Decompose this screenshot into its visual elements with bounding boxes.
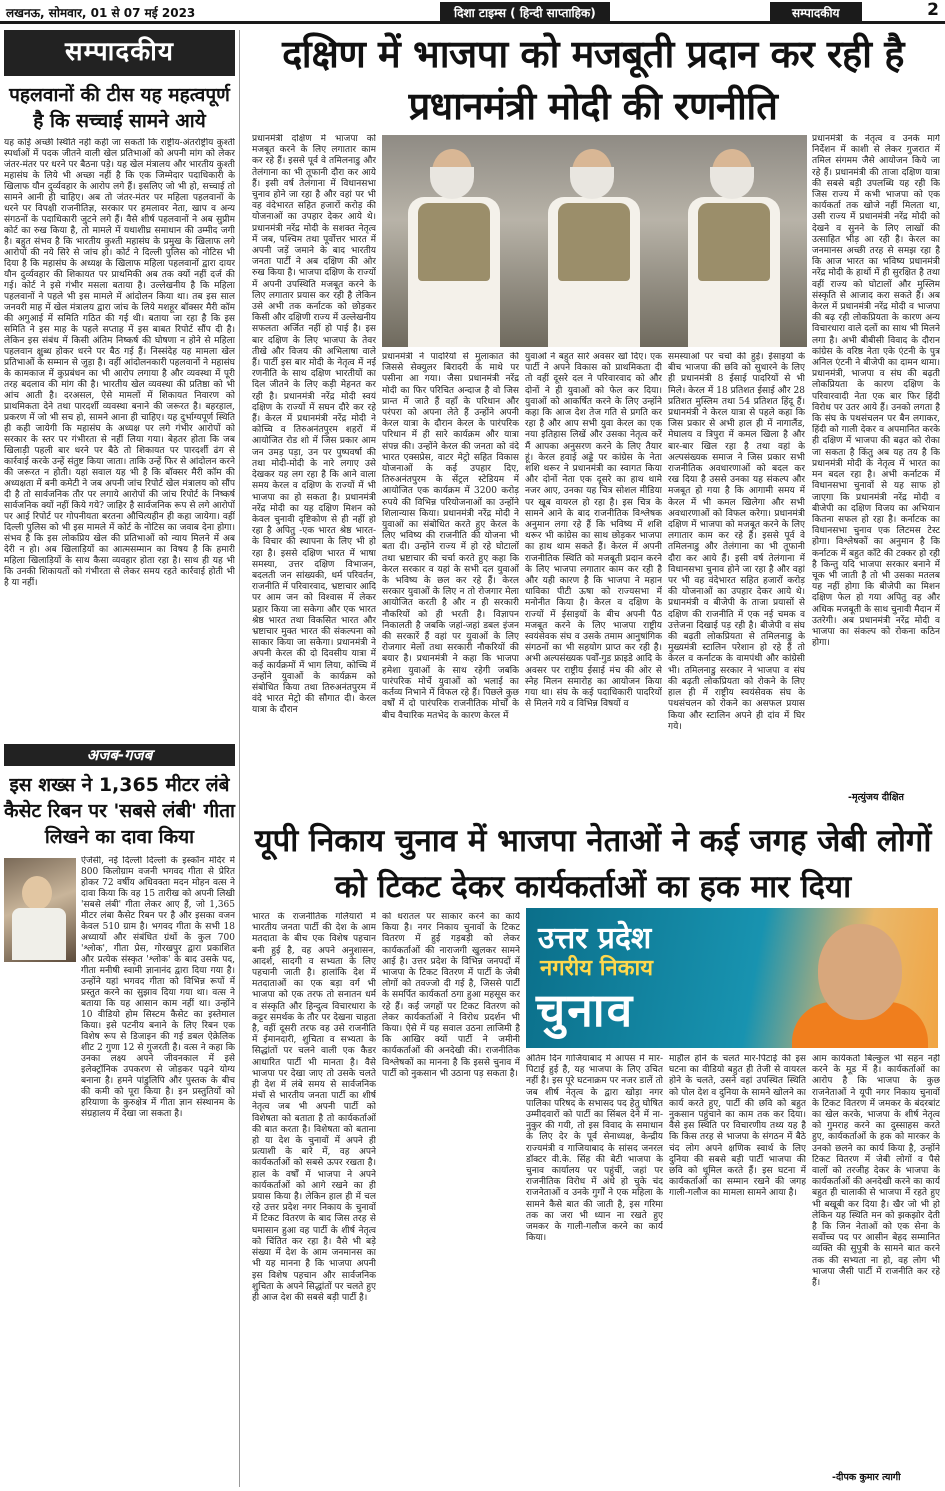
article2-col5: आम कार्यकर्ता बिल्कुल भी सहन नहीं करने के मूड में है। कार्यकर्ताओं का आरोप है कि भाजपा के कुछ राजनेताओं ने यूपी नगर निकाय चुनावों के टिकट वितरण में जमकर के बंदरबांट का खेल करके, भाजपा के शीर्ष नेतृत्व को गुमराह करने का दुस्साहस करते हुए, कार्यकर्ताओं के हक को मारकर के उनको छलने का कार्य किया है, उन्होंने टिकट वितरण में जेबी लोगों व पैसे वालों को तरजीह देकर के भाजपा के कार्यकर्ताओं की अनदेखी करने का कार्य बहुत ही चालाकी से भाजपा में रहते हुए भी बखूबी कर दिया है। खैर जो भी हो लेकिन यह स्थिति मन को झकझोर देती है कि जिन नेताओं को एक सेना के सर्वोच्च पद पर आसीन बेहद सम्मानित व्यक्ति की सुपुत्री के सामने बात करने तक की सभ्यता ना हो, वह लोग भी भाजपा जैसी पार्टी में राजनीति कर रहे हैं। [812, 1054, 940, 1289]
article1-col6: प्रधानमंत्री के नेतृत्व व उनके मार्ग निर्देशन में काशी से लेकर गुजरात में तमिल संगमम जैसे आयोजन किये जा रहे हैं। प्रधानमंत्री की ताजा दक्षिण यात्रा की सबसे बड़ी उपलब्धि यह रही कि जिस राज्य में कभी भाजपा को एक कार्यकर्ता तक खोजे नहीं मिलता था, उसी राज्य में प्रधानमंत्री नरेंद्र मोदी को देखने व सुनने के लिए लाखों की उत्साहित भीड़ आ रही है। केरल का जनमानस अच्छी तरह से समझ रहा है कि आज भारत का भविष्य प्रधानमंत्री नरेंद्र मोदी के हाथों में ही सुरक्षित है तथा वहीं राज्य को घोटालों और मुस्लिम संस्कृति से आजाद करा सकते हैं। अब केरल में प्रधानमंत्री नरेंद्र मोदी व भाजपा की बढ़ रही लोकप्रियता के कारण अन्य विचारधारा वाले दलों का साथ भी मिलने लगा है। अभी बीबीसी विवाद के दौरान कांग्रेस के वरिष्ठ नेता एके एंटनी के पुत्र अनिल एंटनी ने बीजेपी का दामन थामा। प्रधानमंत्री, भाजपा व संघ की बढ़ती लोकप्रियता के कारण दक्षिण के परिवारवादी नेता एक बार फिर हिंदी विरोध पर उतर आये हैं। उनको लगता है कि संघ के पथसंचलन पर बैन लगाकर, हिंदी को गाली देकर व अपमानित करके ही दक्षिण में भाजपा की बढ़त को रोका जा सकता है किंतु अब यह तय है कि प्रधानमंत्री मोदी के नेतृत्व में भारत का मन बदल रहा है। अभी कर्नाटक में विधानसभा चुनावों से यह साफ हो जाएगा कि प्रधानमंत्री नरेंद्र मोदी व बीजेपी का दक्षिण विजय का अभियान कितना सफल हो रहा है। कर्नाटक का विधानसभा चुनाव एक लिटमस टेस्ट होगा। विश्लेषकों का अनुमान है कि कर्नाटक में बहुत काँटे की टक्कर हो रही है किन्तु यदि भाजपा सरकार बनाने में चूक भी जाती है तो भी उसका मतलब यह नहीं होगा कि बीजेपी का मिशन दक्षिण फेल हो गया अपितु वह और अधिक मजबूती के साथ चुनावी मैदान में उतरेगी। अब प्रधानमंत्री नरेंद्र मोदी व भाजपा का संकल्प को रोकना कठिन होगा। [812, 134, 940, 649]
up-election-banner [526, 908, 938, 1048]
modi-photo [382, 135, 807, 347]
article1-headline: दक्षिण में भाजपा को मजबूती प्रदान कर रही है प्रधानमंत्री मोदी की रणनीति [282, 32, 904, 128]
ajab-gajab-title: अजब-गजब [4, 744, 235, 766]
issue-date: लखनऊ, सोमवार, 01 से 07 मई 2023 [6, 6, 196, 20]
article1-col4: युवाओं ने बहुत सारे अवसर खो दिए। एक पार्टी ने अपने विकास को प्राथमिकता दी तो वहीं दूसरे दल ने परिवारवाद को और दोनों ने ही युवाओं को फेल कर दिया। युवाओं को आकर्षित करने के लिए उन्होंने कहा कि आज देश तेज गति से प्रगति कर रहा है और आप सभी युवा केरल का एक नया इतिहास लिखें और उसका नेतृत्व करें मैं आपका अनुसरण करने के लिए तैयार हूं। केरल हवाई अड्डे पर कांग्रेस के नेता शशि थरूर ने प्रधानमंत्री का स्वागत किया और दोनों नेता एक दूसरे का हाथ थामे नजर आए, उनका यह चित्र सोशल मीडिया पर खूब वायरल हो रहा है। इस चित्र के सामने आने के बाद राजनीतिक विश्लेषक अनुमान लगा रहे हैं कि भविष्य में शशि थरूर भी कांग्रेस का साथ छोड़कर भाजपा का हाथ थाम सकते हैं। केरल में अपनी राजनीतिक स्थिति को मजबूती प्रदान करने के लिए भाजपा लगातार काम कर रही है और यही कारण है कि भाजपा ने महान धाविका पीटी ऊषा को राज्यसभा में मनोनीत किया है। केरल व दक्षिण के राज्यों में ईसाइयों के बीच अपनी पैठ मजबूत करने के लिए भाजपा राष्ट्रीय स्वयंसेवक संघ व उसके तमाम आनुषांगिक संगठनों का भी सहयोग प्राप्त कर रही है। अभी अल्पसंख्यक पर्वों-गुड फ्राइडे आदि के अवसर पर राष्ट्रीय ईसाई मंच की ओर से स्नेह मिलन समारोह का आयोजन किया गया था। संघ के कई पदाधिकारी पादरियों से मिलने गये व विभिन्न विषयों व [525, 352, 662, 710]
editorial-body: यह कोई अच्छी स्थिति नहीं कही जा सकती कि राष्ट्रीय-अंतर्राष्ट्रीय कुश्ती स्पर्धाओं में पदक जीतने वाली खेल प्रतिभाओं को अपनी मांग को लेकर जंतर-मंतर पर धरने पर बैठना पड़े। यह खेल मंत्रालय और भारतीय कुश्ती महासंघ के लिये भी अच्छा नहीं है कि एक जिम्मेदार पदाधिकारी के खिलाफ यौन दुर्व्यवहार के आरोप लगे हैं। इसलिए जो भी हो, सच्चाई तो सामने आनी ही चाहिए। अब तो जंतर-मंतर पर महिला पहलवानों के धरने पर विपक्षी राजनीतिज्ञ, सरकार पर हमलावर नेता, खाप व अन्य संगठनों के पदाधिकारी जुटने लगे हैं। वैसे शीर्ष पहलवानों ने अब सुप्रीम कोर्ट का रुख किया है, तो मामले में यथाशीघ्र समाधान की उम्मीद जगी है। बहुत संभव है कि भारतीय कुश्ती महासंघ के प्रमुख के खिलाफ लगे आरोपों की नये सिरे से जांच हो। कोर्ट ने दिल्ली पुलिस को नोटिस भी दिया है कि महासंघ के अध्यक्ष के खिलाफ महिला पहलवानों द्वारा दायर यौन दुर्व्यवहार की शिकायत पर प्राथमिकी अब तक क्यों नहीं दर्ज की गई। कोर्ट ने इसे गंभीर मसला बताया है। उल्लेखनीय है कि महिला पहलवानों ने पहले भी इस मामले में आंदोलन किया था। तब इस साल जनवरी माह में खेल मंत्रालय द्वारा जांच के लिये मशहूर बॉक्सर मैरी कॉम की अगुआई में समिति गठित की गई थी। बताया जा रहा है कि इस समिति ने इस माह के पहले सप्ताह में इस बाबत रिपोर्ट सौंप दी है। लेकिन इस संबंध में किसी अंतिम निष्कर्ष की घोषणा न होने से महिला पहलवान क्षुब्ध होकर धरने पर बैठ गई हैं। निस्संदेह यह मामला खेल प्रतिभाओं के सम्मान से जुड़ा है। वहीं आंदोलनकारी पहलवानों ने महासंघ के कामकाज में कुप्रबंधन का भी आरोप लगाया है और व्यवस्था में पूरी तरह बदलाव की मांग की है। भारतीय खेल व्यवस्था की प्रतिष्ठा को भी आंच आती है। दरअसल, ऐसे मामलों में शिकायत निवारण को प्राथमिकता देने तथा पारदर्शी व्यवस्था बनाने की जरूरत है। बहरहाल, प्रकरण में जो भी सच हो, सामने आना ही चाहिए। यह दुर्भाग्यपूर्ण स्थिति ही कही जायेगी कि महासंघ के अध्यक्ष पर लगे गंभीर आरोपों को सरकार के स्तर पर गंभीरता से नहीं लिया गया। बेहतर होता कि जब खिलाड़ी पहली बार धरने पर बैठे तो शिकायत पर पारदर्शी ढंग से कार्रवाई करके उन्हें संतुष्ट किया जाता। ताकि उन्हें फिर से आंदोलन करने की जरूरत न होती। यहां सवाल यह भी है कि बॉक्सर मैरी कॉम की अध्यक्षता में बनी कमेटी ने जब अपनी जांच रिपोर्ट खेल मंत्रालय को सौंप दी है तो सार्वजनिक तौर पर लगाये आरोपों की जांच रिपोर्ट के निष्कर्ष सार्वजनिक क्यों नहीं किये गये? जाहिर है सार्वजनिक रूप से लगे आरोपों पर आई रिपोर्ट पर गोपनीयता बरतना औचित्यहीन ही कहा जायेगा। वहीं दिल्ली पुलिस को भी इस मामले में कोर्ट के नोटिस का जवाब देना होगा। संभव है कि इस लोकप्रिय खेल की प्रतिभाओं को न्याय मिलने में अब देरी न हो। अब खिलाड़ियों का आत्मसम्मान का विषय है कि हमारी महिला खिलाड़ियों के साथ कैसा व्यवहार होता रहा है। साथ ही यह भी कि उनकी शिकायतों को गंभीरता से लेकर समय रहते कार्रवाई होती भी है या नहीं। [4, 138, 235, 588]
ajab-body: ऐजेंसी, नई दिल्ली दिल्ली के इस्कॉन मंदिर में 800 किलोग्राम वजनी भगवद गीता से प्रेरित होकर 72 वर्षीय अधिवक्ता मदन मोहन वत्स ने दावा किया कि वह 15 तारीख को अपनी लिखी 'सबसे लंबी' गीता लेकर आए हैं, जो 1,365 मीटर लंबा कैसेट रिबन पर है और इसका वजन केवल 510 ग्राम है। भगवद गीता के सभी 18 अध्यायों और संबंधित ग्रंथों के कुल 700 'श्लोक', गीता प्रेस, गोरखपुर द्वारा प्रकाशित और प्रत्येक संस्कृत 'श्लोक' के बाद उसके पद, गीता मनीषी स्वामी ज्ञानानंद द्वारा दिया गया है। उन्होंने यहां भगवद गीता को विभिन्न रूपों में प्रस्तुत करने का सुझाव दिया गया था। वत्स ने बताया कि यह आसान काम नहीं था। उन्होंने 10 वीडियो होम सिस्टम कैसेट का इस्तेमाल किया। इसे पटनीय बनाने के लिए रिबन एक विशेष रूप से डिजाइन की गई डबल ऐक्रेलिक शीट 2 गुणा 12 से गुजरती है। वत्स ने कहा कि उनका लक्ष्य अपने जीवनकाल में इसे इलेक्ट्रॉनिक उपकरण से जोड़कर पढ़ने योग्य बनाना है। हमने पांडुलिपि और पुस्तक के बीच की कमी को पूरा किया है। इन प्रस्तुतियों को हरियाणा के कुरुक्षेत्र में गीता ज्ञान संस्थानम के संग्रहालय में देखा जा सकता है। [81, 856, 235, 1119]
lawyer-photo [4, 858, 76, 962]
banner-title: उत्तर प्रदेश [538, 921, 652, 956]
banner-subtitle: नगरीय निकाय [540, 956, 653, 981]
modi-figure-2 [530, 141, 660, 347]
editorial-title: सम्पादकीय [4, 30, 235, 76]
article2-headline: यूपी निकाय चुनाव में भाजपा नेताओं ने कई जगह जेबी लोगों को टिकट देकर कार्यकर्ताओं का हक मार दिया [254, 823, 932, 905]
paper-name: दिशा टाइम्स ( हिन्दी साप्ताहिक) [440, 2, 610, 23]
article1-author: -मृत्युंजय दीक्षित [848, 792, 904, 803]
ajab-article [4, 856, 235, 1216]
banner-main: चुनाव [536, 983, 635, 1037]
article2-col4: माहौल होने के चलते मार-पिटाई की इस घटना का वीडियो बहुत ही तेजी से वायरल होने के चलते, उसने वहां उपस्थित स्थिति को पोल देश व दुनिया के सामने खोलने का कार्य करते हुए, पार्टी की छवि को बहुत नुकसान पहुंचाने का काम तक कर दिया। वैसे इस स्थिति पर विचारणीय तथ्य यह है कि किस तरह से भाजपा के संगठन में बैठे चंद लोग अपने क्षणिक स्वार्थ के लिए दुनिया की सबसे बड़ी पार्टी भाजपा की छवि को धूमिल करते हैं। इस घटना में कार्यकर्ताओं का सम्मान रखने की जगह गाली-गलौज का मामला सामने आया है। [669, 1054, 806, 1199]
yogi-photo [788, 914, 930, 1048]
page-header [0, 0, 945, 24]
ajab-headline: इस शख्स ने 1,365 मीटर लंबे कैसेट रिबन पर 'सबसे लंबी' गीता लिखने का दावा किया [4, 774, 235, 848]
article2-col1: भारत के राजनीतिक गलियारों में भारतीय जनता पार्टी की देश के आम मतदाता के बीच एक विशेष पहचान बनी हुई है, वह अपने अनुशासन, आदर्श, सादगी व सभ्यता के लिए पहचानी जाती है। हालांकि देश में मतदाताओं का एक बड़ा वर्ग भी भाजपा को एक तरफ तो सनातन धर्म व संस्कृति और हिन्दुत्व विचारधारा के कट्टर समर्थक के तौर पर देखना चाहता है, वहीं दूसरी तरफ वह उसे राजनीति में ईमानदारी, शुचिता व सभ्यता के सिद्धांतों पर चलने वाली एक कैडर आधारित पार्टी भी मानता है। वैसे भाजपा पर देखा जाए तो उसके चलते ही देश में लंबे समय से सार्वजनिक मंचों से भारतीय जनता पार्टी का शीर्ष नेतृत्व जब भी अपनी पार्टी को विशेषता को बताता है तो कार्यकर्ताओं की बात करता है। विशेषता को बताना हो या देश के चुनावों में अपने ही प्रत्याशी के बारे में, वह अपने कार्यकर्ताओं को सबसे ऊपर रखता है। हाल के वर्षों में भाजपा ने अपने कार्यकर्ताओं को आगे रखने का ही प्रयास किया है। लेकिन हाल ही में चल रहे उत्तर प्रदेश नगर निकाय के चुनावों में टिकट वितरण के बाद जिस तरह से घमासान हुआ वह पार्टी के शीर्ष नेतृत्व को चिंतित कर रहा है। वैसे भी बड़े संख्या में देश के आम जनमानस का भी यह मानना है कि भाजपा अपनी इस विशेष पहचान और सार्वजनिक शुचिता के अपने सिद्धांतों पर चलते हुए ही आज देश की सबसे बड़ी पार्टी है। [252, 912, 376, 1303]
editorial-headline: पहलवानों की टीस यह महत्वपूर्ण है कि सच्चाई सामने आये [9, 84, 230, 132]
page-number: 2 [927, 0, 939, 20]
article2-col3: अंतिम दिन गाजियाबाद में आपस में मार-पिटाई हुई है, यह भाजपा के लिए उचित नहीं है। इस पूरे घटनाक्रम पर नजर डालें तो जब शीर्ष नेतृत्व के द्वारा खोड़ा नगर पालिका परिषद के सभासद पद हेतु घोषित उम्मीदवारों को पार्टी का सिंबल देने में ना-नुकुर की गयी, तो इस विवाद के समाधान के लिए देर के पूर्व सेनाध्यक्ष, केन्द्रीय राज्यमंत्री व गाजियाबाद के सांसद जनरल डॉक्टर वी.के. सिंह की बेटी भाजपा के चुनाव कार्यालय पर पहुंचीं, जहां पर राजनीतिक विरोध में अंधे हो चुके चंद राजनेताओं व उनके गुर्गों ने एक महिला के सामने कैसे बात की जाती है, इस गरिमा तक का जरा भी ध्यान ना रखते हुए जमकर के गाली-गलौज करने का कार्य किया। [526, 1054, 663, 1244]
modi-figure-1 [390, 141, 520, 347]
section-label: सम्पादकीय [770, 2, 862, 23]
article1-col3: प्रधानमंत्री ने पादरियों से मुलाकात की जिससे सेक्युलर बिरादरी के माथे पर पसीना आ गया। जैसा प्रधानमंत्री नरेंद्र मोदी का फिर परिचित अन्दाज है वो जिस प्रान्त में जाते हैं वहाँ के परिधान और परंपरा को अपना लेते हैं उन्होंने अपनी केरल यात्रा के दौरान केरल के पारंपरिक परिधान में ही सारे कार्यक्रम और यात्रा संपन्न की। उन्होंने केरल की जनता को वंदे भारत एक्सप्रेस, वाटर मेट्रो सहित विकास योजनाओं के कई उपहार दिए, तिरुअनंतपुरम के सेंट्रल स्टेडियम में आयोजित एक कार्यक्रम में 3200 करोड़ रुपये की विभिन्न परियोजनाओं का उन्होंने शिलान्यास किया। प्रधानमंत्री नरेंद्र मोदी ने युवाओं का संबोधित करते हुए केरल के लिए भविष्य की राजनीति की योजना भी बता दी। उन्होंने राज्य में हो रहे घोटालों तथा भ्रष्टाचार की चर्चा करते हुए कहा कि केरल सरकार व यहां के सभी दल युवाओं के भविष्य के छल कर रहे हैं। केरल सरकार युवाओं के लिए न तो रोजगार मेला आयोजित करती है और न ही सरकारी नौकरियों को ही भरती है। विज्ञापन निकालती है जबकि जहां-जहां डबल इंजन की सरकारें हैं वहां पर युवाओं के लिए रोजगार मेलों तथा सरकारी नौकरियों की बयार है। प्रधानमंत्री ने कहा कि भाजपा हमेशा युवाओं के साथ रहेगी जबकि पारंपरिक मोर्चे युवाओं को भलाई का कर्तव्य निभाने में विफल रहे हैं। पिछले कुछ वर्षों में दो पारंपरिक राजनीतिक मोर्चों के बीच वैचारिक मतभेद के कारण केरल में [382, 352, 519, 721]
left-column [4, 30, 240, 1487]
article2-col2: को धरातल पर साकार करने का कार्य किया है। नगर निकाय चुनावों के टिकट वितरण में हुई गड़बड़ी को लेकर कार्यकर्ताओं की नाराजगी खुलकर सामने आई है। उत्तर प्रदेश के विभिन्न जनपदों में भाजपा के टिकट वितरण में पार्टी के जेबी लोगों को तवज्जो दी गई है, जिससे पार्टी के समर्पित कार्यकर्ता ठगा हुआ महसूस कर रहे हैं। कई जगहों पर टिकट वितरण को लेकर कार्यकर्ताओं ने विरोध प्रदर्शन भी किया। ऐसे में यह सवाल उठना लाजिमी है कि आखिर क्यों पार्टी ने जमीनी कार्यकर्ताओं की अनदेखी की। राजनीतिक विश्लेषकों का मानना है कि इससे चुनाव में पार्टी को नुकसान भी उठाना पड़ सकता है। [382, 912, 520, 1079]
modi-figure-3 [670, 141, 800, 347]
article2-author: -दीपक कुमार त्यागी [832, 1472, 901, 1483]
article1-col1: प्रधानमंत्री दक्षिण में भाजपा को मजबूत करने के लिए लगातार काम कर रहे हैं। इससे पूर्व वे तमिलनाडु और तेलंगाना का भी तूफानी दौरा कर आये हैं। इसी वर्ष तेलंगाना में विधानसभा चुनाव होने जा रहा है और वहां पर भी वह वंदेभारत सहित हजारों करोड़ की योजनाओं का उपहार देकर आये थे। प्रधानमंत्री नरेंद्र मोदी के सशक्त नेतृत्व में जब, पश्चिम तथा पूर्वोत्तर भारत में अपनी जड़ें जमाने के बाद भारतीय जनता पार्टी ने अब दक्षिण की ओर रुख किया है। भाजपा दक्षिण के राज्यों में अपनी उपस्थिति मजबूत करने के लिए लगातार प्रयास कर रही है लेकिन उसे अभी तक कर्नाटक को छोड़कर किसी और दक्षिणी राज्य में उल्लेखनीय सफलता अर्जित नहीं हो पाई है। इस बार दक्षिण के लिए भाजपा के तेवर तीखे और विजय की अभिलाषा वाले हैं। पार्टी इस बार मोदी के नेतृत्व में नई रणनीति के साथ दक्षिण भारतीयों का दिल जीतने के लिए कड़ी मेहनत कर रही है। प्रधानमंत्री नरेंद्र मोदी स्वयं दक्षिण के राज्यों में सघन दौरे कर रहे हैं। केरल में प्रधानमंत्री नरेंद्र मोदी ने कोच्चि व तिरुअनंतपुरम शहरों में आयोजित रोड शो में जिस प्रकार आम जन उमड़ पड़ा, उन पर पुष्पवर्षा की तथा मोदी-मोदी के नारे लगाए उसे देखकर यह लग रहा है कि आने वाला समय केरल व दक्षिण के राज्यों में भी भाजपा का हो सकता है। प्रधानमंत्री नरेंद्र मोदी का यह दक्षिण मिशन को केवल चुनावी दृष्टिकोण से ही नहीं हो रहा है अपितु -एक भारत श्रेष्ठ भारत- के विचार की स्थापना के लिए भी हो रहा है। इससे दक्षिण भारत में भाषा समस्या, उत्तर दक्षिण विभाजन, बदलती जन सांख्यकी, धर्म परिवर्तन, राजनीति में परिवारवाद, भ्रष्टाचार आदि पर आम जन को विश्वास में लेकर प्रहार किया जा सकेगा और एक भारत श्रेष्ठ भारत तथा विकसित भारत और भ्रष्टाचार मुक्त भारत की संकल्पना को साकार किया जा सकेगा। प्रधानमंत्री ने अपनी केरल की दो दिवसीय यात्रा में कई कार्यक्रमों में भाग लिया, कोच्चि में उन्होंने युवाओं के कार्यक्रम को संबोधित किया तथा तिरुअनंतपुरम में वंदे भारत मेट्रो की सौगात दी। केरल यात्रा के दौरान [252, 134, 376, 716]
article1-col5: समस्याओं पर चर्चा की हुई। ईसाइयों के बीच भाजपा की छवि को सुधारने के लिए ही प्रधानमंत्री 8 ईसाई पादरियों से भी मिले। केरल में 18 प्रतिशत ईसाई और 28 प्रतिशत मुस्लिम तथा 54 प्रतिशत हिंदू हैं। प्रधानमंत्री ने केरल यात्रा से पहले कहा कि जिस प्रकार से अभी हाल ही में नागालैंड, मेघालय व त्रिपुरा में कमल खिला है और बार-बार खिल रहा है तथा वहां के अल्पसंख्यक समाज ने जिस प्रकार सभी राजनीतिक अवधारणाओं को बदल कर रख दिया है उससे उनका यह संकल्प और मजबूत हो गया है कि आगामी समय में केरल में भी कमल खिलेगा और सभी अवधारणाओं को विफल करेगा। प्रधानमंत्री दक्षिण में भाजपा को मजबूत करने के लिए लगातार काम कर रहे हैं। इससे पूर्व वे तमिलनाडु और तेलंगाना का भी तूफानी दौरा कर आये हैं। इसी वर्ष तेलंगाना में विधानसभा चुनाव होने जा रहा है और वहां पर भी वह वंदेभारत सहित हजारों करोड़ की योजनाओं का उपहार देकर आये थे। प्रधानमंत्री व बीजेपी के ताजा प्रयासों से दक्षिण की राजनीति में एक नई चमक व उत्तेजना दिखाई पड़ रही है। बीजेपी व संघ की बढ़ती लोकप्रियता से तमिलनाडु के मुख्यमंत्री स्टालिन परेशान हो रहे हैं तो केरल व कर्नाटक के वामपंथी और कांग्रेसी भी। तमिलनाडु सरकार ने भाजपा व संघ की बढ़ती लोकप्रियता को रोकने के लिए हाल ही में राष्ट्रीय स्वयंसेवक संघ के पथसंचलन को रोकने का असफल प्रयास किया और स्टालिन अपने ही दांव में घिर गये। [668, 352, 805, 732]
